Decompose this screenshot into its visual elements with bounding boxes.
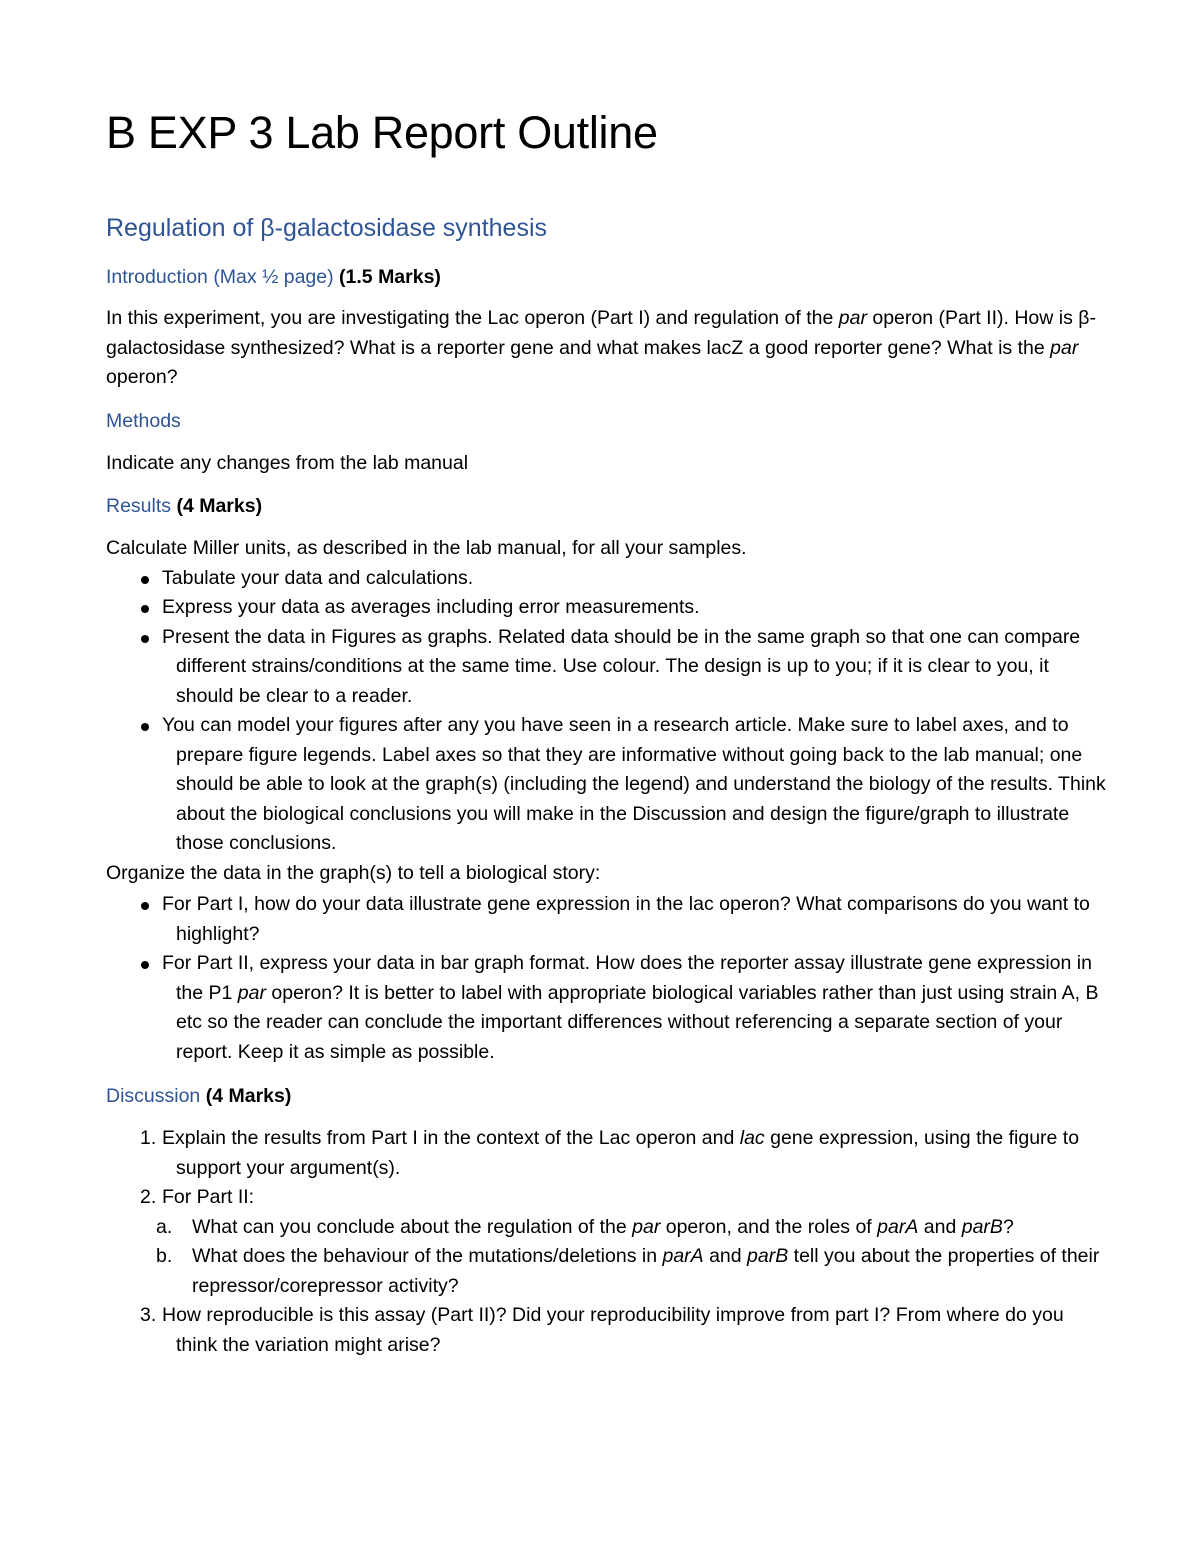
list-item bbox=[106, 711, 1106, 859]
bullet-icon bbox=[141, 605, 149, 613]
discussion-numbered-list bbox=[106, 1124, 1106, 1360]
list-number: 3. bbox=[140, 1304, 157, 1326]
list-item-italic: parA bbox=[877, 1215, 919, 1238]
list-item-italic: parA bbox=[662, 1245, 704, 1267]
bullet-icon bbox=[141, 961, 149, 969]
introduction-heading bbox=[106, 264, 1106, 290]
introduction-heading-text: Introduction (Max ½ page) bbox=[106, 266, 334, 288]
introduction-text-2: operon (Part II). How is β-galactosidase synthesized? What is a reporter gene and what makes lacZ a good reporter gene? What is the bbox=[106, 307, 1096, 359]
methods-heading: Methods bbox=[106, 409, 181, 432]
list-item-text: Express your data as averages including error measurements. bbox=[162, 596, 700, 618]
list-item-italic: par bbox=[632, 1215, 661, 1238]
list-item-italic: parB bbox=[961, 1215, 1003, 1238]
list-item bbox=[106, 1301, 1106, 1360]
list-letter: b. bbox=[156, 1245, 173, 1267]
list-item-text: What can you conclude about the regulation of the bbox=[192, 1215, 633, 1238]
discussion-heading bbox=[106, 1083, 1106, 1109]
list-number: 2. bbox=[140, 1186, 157, 1208]
introduction-marks: (1.5 Marks) bbox=[339, 266, 441, 288]
list-item-text: Present the data in Figures as graphs. Related data should be in the same graph so that one can compare different strains/conditions at the same time. Use colour. The design is up to you; if it is clear to you, it should be clear to a reader. bbox=[162, 625, 1081, 707]
discussion-marks: (4 Marks) bbox=[205, 1085, 292, 1107]
sub-list-item bbox=[120, 1242, 1106, 1301]
results-organize-text: Organize the data in the graph(s) to tell a biological story: bbox=[106, 861, 601, 884]
document-subtitle: Regulation of β-galactosidase synthesis bbox=[106, 214, 548, 242]
introduction-text-1: In this experiment, you are investigating the Lac operon (Part I) and regulation of the bbox=[106, 307, 839, 329]
bullet-icon bbox=[141, 576, 149, 584]
list-item-text: Tabulate your data and calculations. bbox=[162, 566, 474, 589]
discussion-sub-list bbox=[120, 1213, 1106, 1302]
list-item-text: and bbox=[918, 1215, 962, 1238]
sub-list-item bbox=[120, 1213, 1106, 1243]
list-item-italic: parB bbox=[747, 1245, 789, 1267]
results-heading bbox=[106, 493, 1106, 519]
list-item-text: tell you about the properties of their repressor/corepressor activity? bbox=[192, 1245, 1100, 1297]
methods-paragraph: Indicate any changes from the lab manual bbox=[106, 451, 469, 474]
list-item-italic: lac bbox=[739, 1127, 765, 1149]
list-item-text: How reproducible is this assay (Part II)? Did your reproducibility improve from part I? From where do you think the variation might arise? bbox=[162, 1304, 1064, 1356]
page-title: B EXP 3 Lab Report Outline bbox=[106, 107, 658, 158]
list-item bbox=[106, 1124, 1106, 1183]
list-item-text: and bbox=[703, 1245, 748, 1267]
results-heading-text: Results bbox=[106, 495, 172, 517]
list-item bbox=[106, 564, 1106, 594]
introduction-paragraph bbox=[106, 304, 1106, 393]
list-item-text: What does the behaviour of the mutations/deletions in bbox=[192, 1245, 663, 1267]
list-number: 1. bbox=[140, 1127, 157, 1149]
list-item-text: ? bbox=[1002, 1215, 1014, 1238]
results-intro: Calculate Miller units, as described in the lab manual, for all your samples. bbox=[106, 537, 747, 559]
list-item bbox=[106, 949, 1106, 1067]
list-item bbox=[106, 593, 1106, 623]
list-item bbox=[106, 890, 1106, 949]
discussion-heading-text: Discussion bbox=[106, 1085, 201, 1107]
introduction-italic-1: par bbox=[838, 307, 867, 329]
results-story-list bbox=[106, 890, 1106, 1067]
list-item-text: You can model your figures after any you have seen in a research article. Make sure to label axes, and to prepare figure legends. Label axes so that they are informative without going back to the lab manual; one should be able to look at the graph(s) (including the legend) and understand the biology of the results. Think about the biological conclusions you will make in the Discussion and design the figure/graph to illustrate those conclusions. bbox=[162, 714, 1106, 854]
list-item bbox=[106, 623, 1106, 712]
list-item bbox=[106, 1183, 1106, 1301]
list-letter: a. bbox=[156, 1215, 173, 1238]
list-item-text: Explain the results from Part I in the context of the Lac operon and bbox=[162, 1127, 740, 1149]
bullet-icon bbox=[141, 902, 149, 910]
results-bullet-list bbox=[106, 564, 1106, 859]
introduction-text-3: operon? bbox=[106, 366, 178, 388]
list-item-text: gene expression, using the figure to support your argument(s). bbox=[176, 1127, 1080, 1179]
list-item-text: For Part I, how do your data illustrate gene expression in the lac operon? What comparisons do you want to highlight? bbox=[162, 893, 1090, 945]
list-item-text: operon? It is better to label with appropriate biological variables rather than just using strain A, B etc so the reader can conclude the important differences without referencing a separate section of your report. Keep it as simple as possible. bbox=[176, 981, 1099, 1063]
introduction-italic-2: par bbox=[1050, 336, 1079, 359]
list-item-italic: par bbox=[237, 981, 266, 1004]
document-body bbox=[106, 104, 1106, 1360]
bullet-icon bbox=[141, 635, 149, 643]
list-item-text: operon, and the roles of bbox=[660, 1215, 878, 1238]
bullet-icon bbox=[141, 723, 149, 731]
results-marks: (4 Marks) bbox=[176, 495, 263, 517]
list-item-text: For Part II: bbox=[162, 1186, 255, 1208]
list-item-text: For Part II, express your data in bar graph format. How does the reporter assay illustrate gene expression in the P1 bbox=[162, 952, 1092, 1004]
